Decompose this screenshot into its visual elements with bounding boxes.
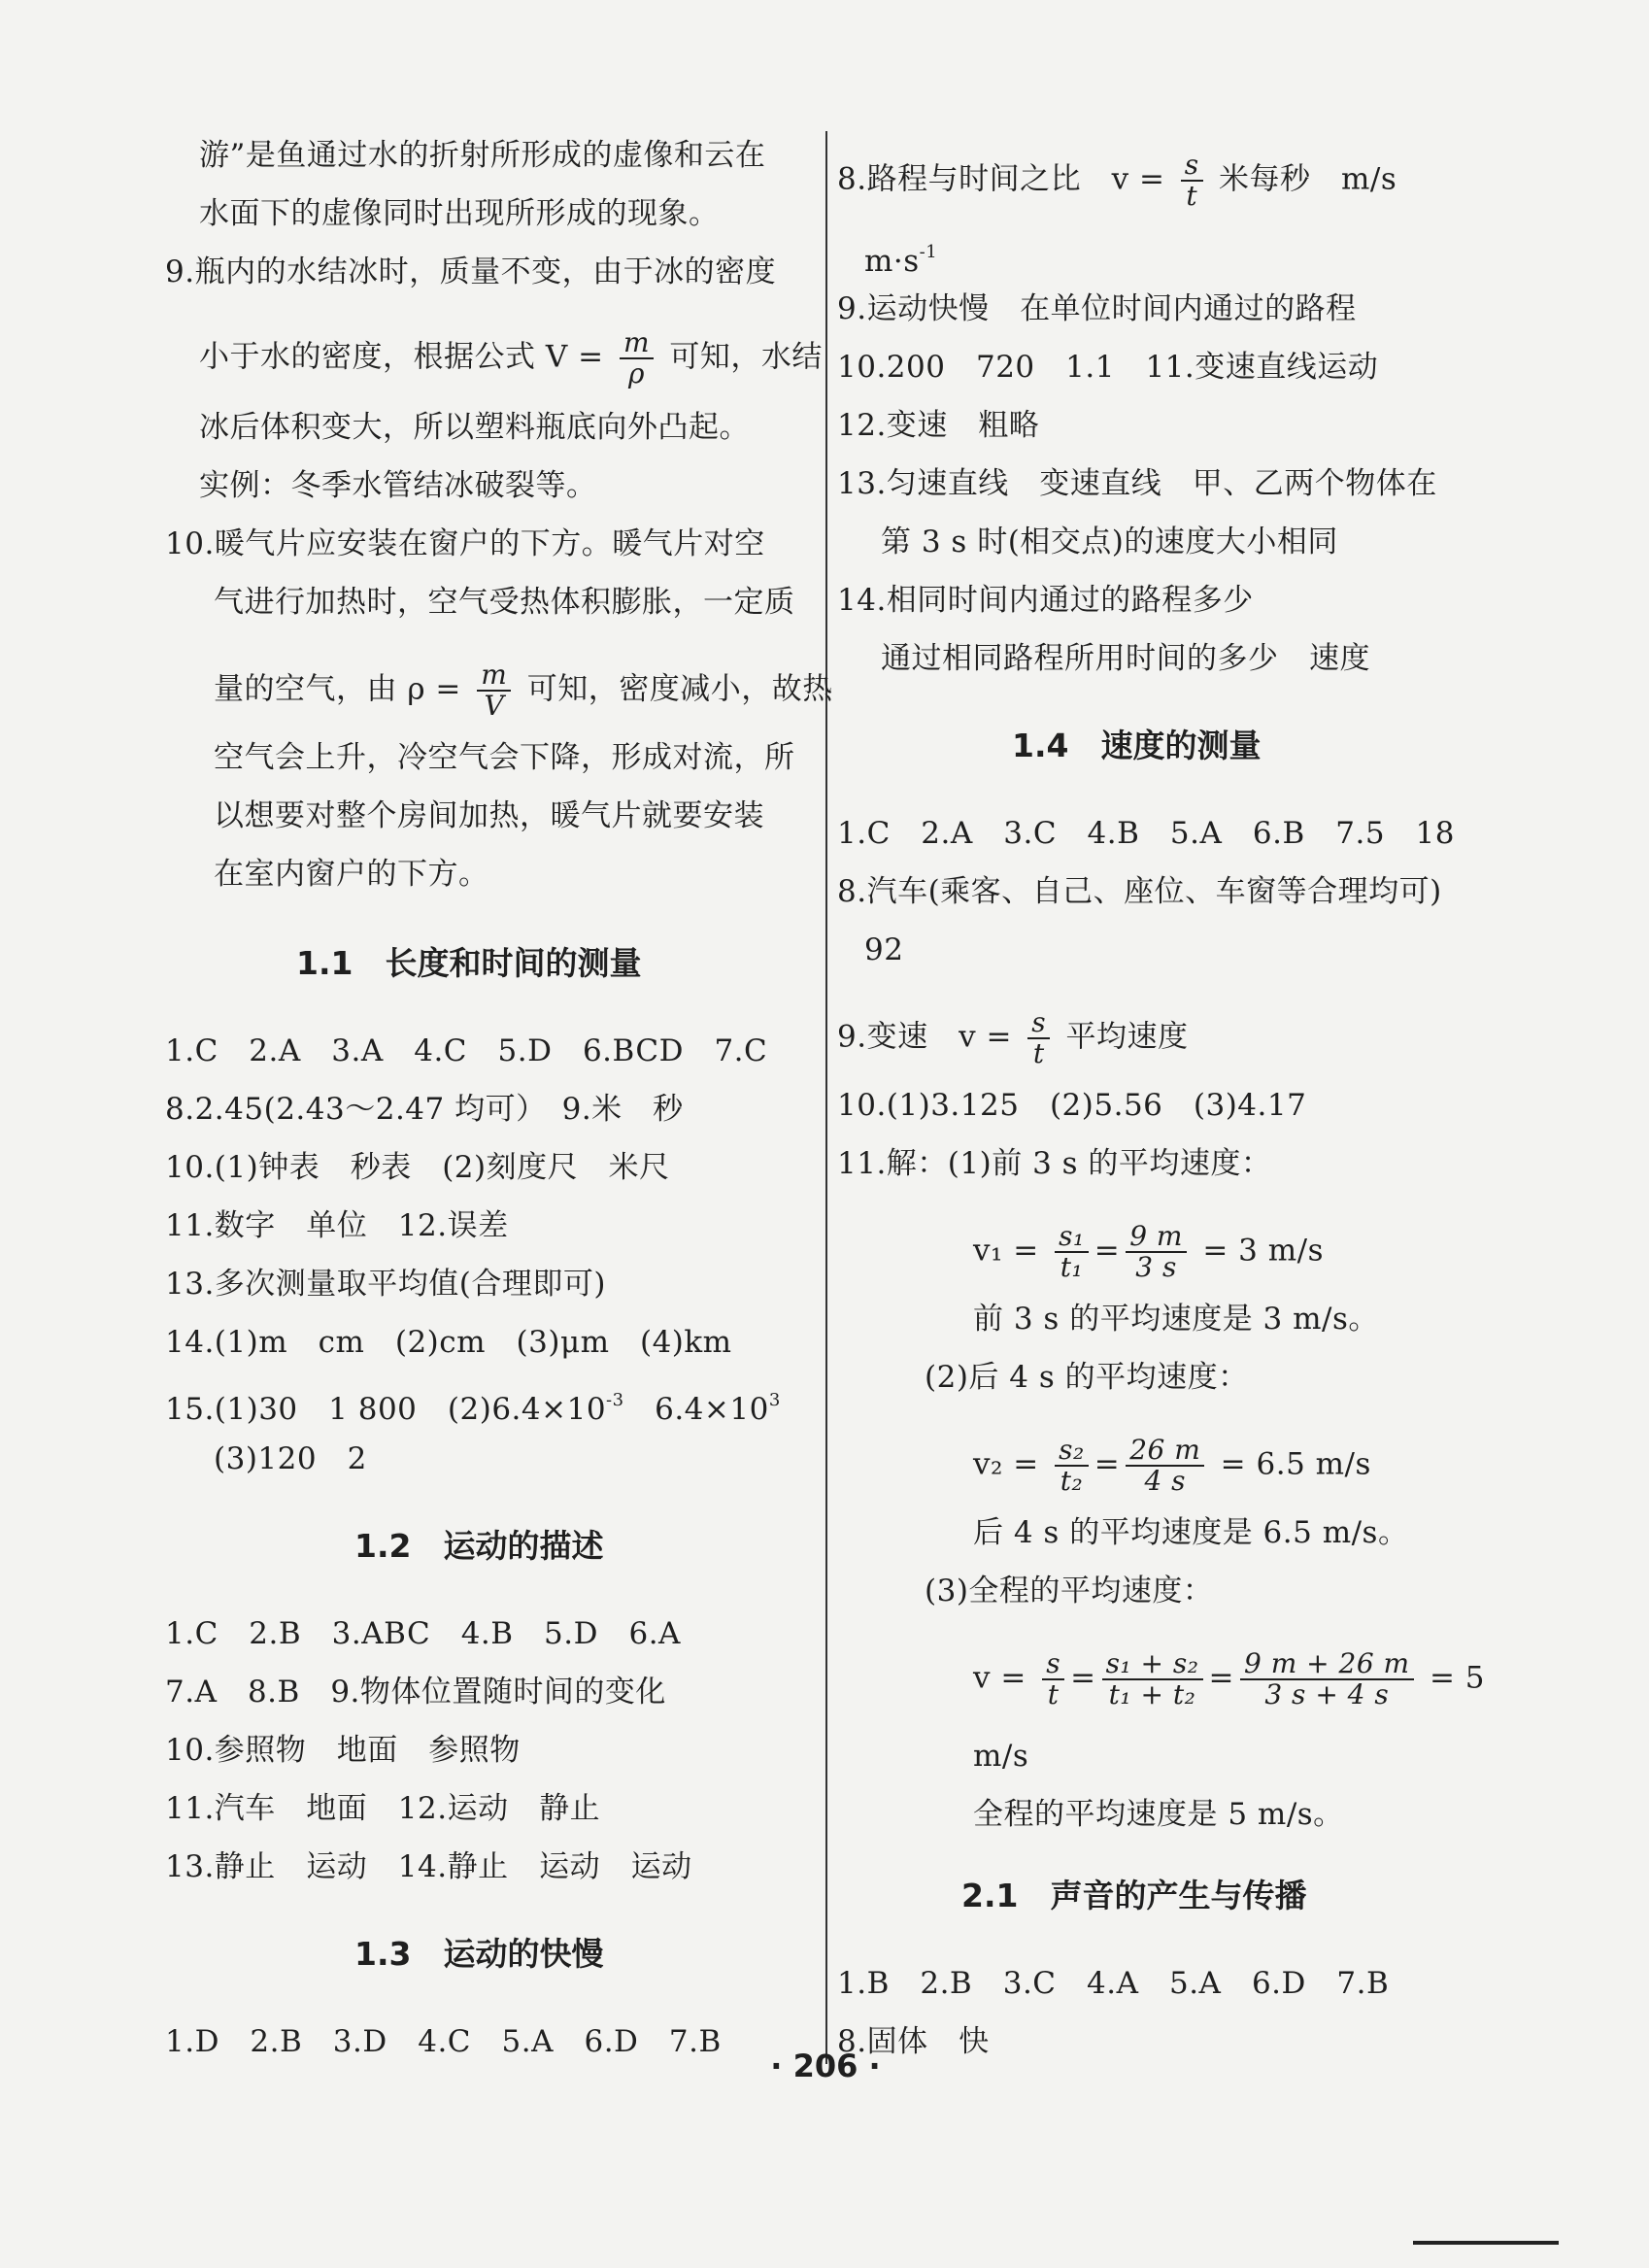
text-segment: m·s <box>864 244 920 279</box>
text-line: 10.暖气片应安装在窗户的下方。暖气片对空 <box>165 526 765 561</box>
answer-line: 10.参照物 地面 参照物 <box>165 1733 521 1768</box>
answer-line: 13.静止 运动 14.静止 运动 运动 <box>165 1849 692 1884</box>
formula-line: v₂ = $\frac{\text{s₂}}{\text{t₂}}$ = $\frac{26 m}{4 s}$ = 6.5 m/s <box>973 1434 1371 1497</box>
text-line: 在室内窗户的下方。 <box>214 857 489 892</box>
answer-line: 14.(1)m cm (2)cm (3)μm (4)km <box>165 1325 732 1360</box>
answer-line: 1.C 2.A 3.A 4.C 5.D 6.BCD 7.C <box>165 1033 768 1068</box>
answer-line: 后 4 s 的平均速度是 6.5 m/s。 <box>973 1515 1409 1550</box>
answer-line: 通过相同路程所用时间的多少 速度 <box>881 641 1370 676</box>
formula-line <box>199 328 823 389</box>
numerator: s <box>1181 151 1203 182</box>
page-number: · 206 · <box>770 2048 881 2084</box>
exponent: -3 <box>606 1390 624 1410</box>
column-divider <box>825 131 827 2064</box>
numerator: 26 m <box>1126 1436 1204 1467</box>
denominator: t₁ + t₂ <box>1108 1678 1196 1710</box>
answer-line: 1.C 2.B 3.ABC 4.B 5.D 6.A <box>165 1616 681 1651</box>
numerator: s₁ <box>1055 1222 1089 1253</box>
text-segment: v = <box>973 1660 1026 1696</box>
answer-line: 1.C 2.A 3.C 4.B 5.A 6.B 7.5 18 <box>837 816 1455 851</box>
text-line: 气进行加热时，空气受热体积膨胀，一定质 <box>214 585 795 620</box>
formula-line <box>214 660 833 721</box>
text-segment: v₁ = <box>973 1233 1039 1269</box>
text-line: 以想要对整个房间加热，暖气片就要安装 <box>214 798 764 833</box>
text-segment: 6.4×10 <box>623 1392 769 1427</box>
text-line: 实例：冬季水管结冰破裂等。 <box>199 468 597 503</box>
fraction <box>1055 1222 1089 1282</box>
fraction <box>1042 1649 1064 1709</box>
text-segment: 15.(1)30 1 800 (2)6.4×10 <box>165 1392 607 1427</box>
text-segment: 量的空气，由 ρ = <box>214 671 461 707</box>
fraction <box>1126 1222 1187 1282</box>
answer-line: (2)后 4 s 的平均速度： <box>925 1360 1249 1395</box>
answer-line: 92 <box>864 932 904 967</box>
answer-line: 13.匀速直线 变速直线 甲、乙两个物体在 <box>837 466 1437 501</box>
denominator: ρ <box>627 357 645 389</box>
formula-line: v₁ = $\frac{\text{s₁}}{\text{t₁}}$ = $\frac{9 m}{3 s}$ = 3 m/s <box>973 1220 1324 1283</box>
text-segment: = 3 m/s <box>1202 1233 1324 1269</box>
section-heading: 1.4 速度的测量 <box>1012 727 1262 764</box>
answer-line: 全程的平均速度是 5 m/s。 <box>973 1797 1344 1832</box>
denominator: V <box>484 690 505 722</box>
answer-line: 第 3 s 时(相交点)的速度大小相同 <box>881 525 1338 559</box>
fraction <box>1240 1649 1414 1709</box>
answer-line: 10.200 720 1.1 11.变速直线运动 <box>837 350 1379 385</box>
fraction <box>620 328 654 389</box>
answer-line: 13.多次测量取平均值(合理即可) <box>165 1267 606 1302</box>
answer-line: 8.固体 快 <box>837 2024 990 2059</box>
text-segment: = 5 <box>1429 1660 1486 1696</box>
answer-line <box>165 1381 781 1429</box>
denominator: 3 s + 4 s <box>1264 1678 1390 1710</box>
fraction <box>1126 1436 1204 1496</box>
answer-line: 前 3 s 的平均速度是 3 m/s。 <box>973 1302 1379 1337</box>
fraction <box>1027 1008 1050 1068</box>
formula-line <box>837 1008 1189 1068</box>
text-segment: 8.路程与时间之比 v = <box>837 161 1165 197</box>
text-line: 空气会上升，冷空气会下降，形成对流，所 <box>214 740 795 775</box>
numerator: m <box>620 328 654 359</box>
section-heading: 1.1 长度和时间的测量 <box>296 944 642 982</box>
answer-line: 7.A 8.B 9.物体位置随时间的变化 <box>165 1675 666 1709</box>
numerator: 9 m <box>1126 1222 1187 1253</box>
text-segment: 9.变速 v = <box>837 1019 1012 1055</box>
answer-line: (3)全程的平均速度： <box>925 1574 1214 1608</box>
answer-line: 8.2.45(2.43～2.47 均可） 9.米 秒 <box>165 1092 684 1127</box>
text-segment: 可知，水结 <box>669 339 823 375</box>
corner-rule <box>1413 2241 1559 2245</box>
numerator: m <box>477 660 511 692</box>
answer-line: 10.(1)钟表 秒表 (2)刻度尺 米尺 <box>165 1150 670 1185</box>
text-line <box>864 233 937 281</box>
answer-line: 8.汽车(乘客、自己、座位、车窗等合理均可) <box>837 874 1442 909</box>
numerator: 9 m + 26 m <box>1240 1649 1414 1680</box>
text-line: 冰后体积变大，所以塑料瓶底向外凸起。 <box>199 410 750 445</box>
fraction <box>1102 1649 1203 1709</box>
text-segment: = 6.5 m/s <box>1220 1446 1371 1482</box>
answer-line: 9.运动快慢 在单位时间内通过的路程 <box>837 291 1357 326</box>
denominator: t <box>1032 1037 1045 1069</box>
text-segment: 小于水的密度，根据公式 V = <box>199 339 604 375</box>
answer-line: 10.(1)3.125 (2)5.56 (3)4.17 <box>837 1088 1307 1123</box>
denominator: t <box>1186 180 1198 212</box>
text-segment: 平均速度 <box>1065 1019 1189 1055</box>
exponent: 3 <box>768 1390 781 1410</box>
numerator: s <box>1027 1008 1050 1039</box>
section-heading: 1.3 运动的快慢 <box>354 1935 604 1973</box>
fraction <box>1055 1436 1089 1496</box>
answer-line: 12.变速 粗略 <box>837 408 1040 443</box>
formula-line: v = $\frac{s}{t}$ = $\frac{\text{s₁ + s₂}}{\text{t₁ + t₂}}$ = $\frac{9 m + 26 m}{3 s + 4 s}$ = 5 <box>973 1647 1486 1710</box>
answer-line: 11.汽车 地面 12.运动 静止 <box>165 1791 601 1826</box>
denominator: 3 s <box>1135 1251 1177 1283</box>
exponent: -1 <box>919 242 938 262</box>
denominator: 4 s <box>1144 1465 1187 1497</box>
denominator: t <box>1047 1678 1060 1710</box>
denominator: t₂ <box>1060 1465 1084 1497</box>
denominator: t₁ <box>1060 1251 1084 1283</box>
text-segment: 米每秒 m/s <box>1219 161 1397 197</box>
answer-line: m/s <box>973 1739 1029 1774</box>
formula-line <box>837 151 1397 211</box>
answer-line: (3)120 2 <box>214 1441 367 1476</box>
text-line: 游”是鱼通过水的折射所形成的虚像和云在 <box>199 138 766 173</box>
fraction <box>477 660 511 721</box>
section-heading: 1.2 运动的描述 <box>354 1527 604 1565</box>
answer-line: 1.D 2.B 3.D 4.C 5.A 6.D 7.B <box>165 2024 722 2059</box>
answer-line: 11.解：(1)前 3 s 的平均速度： <box>837 1146 1272 1181</box>
answer-line: 1.B 2.B 3.C 4.A 5.A 6.D 7.B <box>837 1966 1390 2001</box>
text-segment: 可知，密度减小，故热 <box>526 671 833 707</box>
text-line: 水面下的虚像同时出现所形成的现象。 <box>199 196 720 231</box>
numerator: s₁ + s₂ <box>1102 1649 1203 1680</box>
numerator: s <box>1042 1649 1064 1680</box>
numerator: s₂ <box>1055 1436 1089 1467</box>
answer-line: 11.数字 单位 12.误差 <box>165 1208 509 1243</box>
section-heading: 2.1 声音的产生与传播 <box>961 1877 1307 1914</box>
fraction <box>1181 151 1203 211</box>
answer-line: 14.相同时间内通过的路程多少 <box>837 583 1254 618</box>
text-segment: v₂ = <box>973 1446 1039 1482</box>
text-line: 9.瓶内的水结冰时，质量不变，由于冰的密度 <box>165 254 777 289</box>
